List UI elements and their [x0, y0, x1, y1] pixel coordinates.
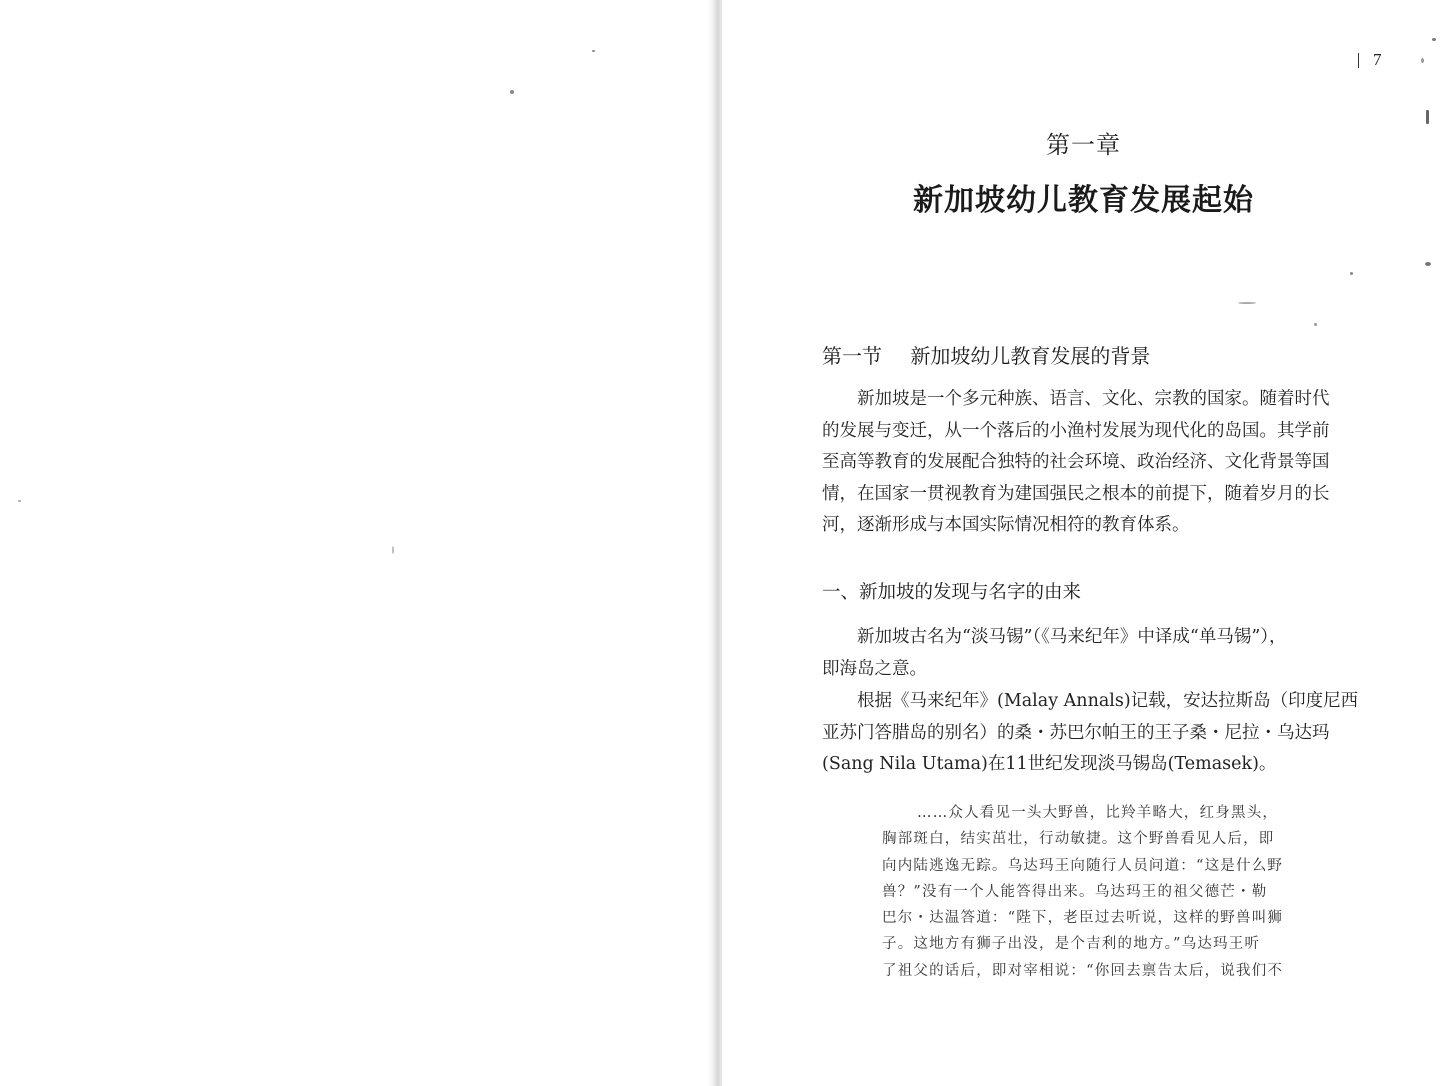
block-quote — [882, 800, 1284, 984]
chapter-label: 第一章 — [1046, 131, 1121, 159]
quote-line: 兽？”没有一个人能答得出来。乌达玛王的祖父德芒・勒 — [882, 883, 1268, 900]
page-number: 7 — [1373, 50, 1382, 69]
scan-speck — [1238, 302, 1256, 304]
text-line: 新加坡是一个多元种族、语言、文化、宗教的国家。随着时代 — [857, 389, 1330, 409]
text-line: 即海岛之意。 — [822, 658, 927, 679]
text-line: 情，在国家一贯视教育为建国强民之根本的前提下，随着岁月的长 — [822, 483, 1330, 504]
scan-speck — [1350, 272, 1353, 275]
scan-speck — [18, 500, 21, 502]
quote-line: 了祖父的话后，即对宰相说：“你回去禀告太后，说我们不 — [882, 962, 1284, 979]
right-page — [722, 0, 1445, 1086]
text-line: (Sang Nila Utama)在11世纪发现淡马锡岛(Temasek)。 — [822, 754, 1277, 774]
scan-speck — [592, 50, 595, 52]
text-line: 新加坡古名为“淡马锡”（《马来纪年》中译成“单马锡”）， — [857, 627, 1287, 647]
subsection-heading: 一、新加坡的发现与名字的由来 — [822, 582, 1082, 603]
page-number-divider — [1358, 53, 1359, 68]
quote-line: 巴尔・达温答道：“陛下，老臣过去听说，这样的野兽叫狮 — [882, 910, 1284, 927]
text-line: 至高等教育的发展配合独特的社会环境、政治经济、文化背景等国 — [822, 452, 1330, 472]
text-line: 根据《马来纪年》(Malay Annals)记载，安达拉斯岛（印度尼西 — [857, 691, 1359, 711]
quote-line: ……众人看见一头大野兽，比羚羊略大，红身黑头， — [917, 805, 1279, 821]
scan-speck — [1426, 110, 1429, 124]
quote-line: 胸部斑白，结实茁壮，行动敏捷。这个野兽看见人后，即 — [882, 831, 1275, 848]
paragraph-malay-annals — [822, 686, 1359, 781]
scan-speck — [510, 90, 514, 94]
paragraph-background — [822, 384, 1344, 542]
text-line: 的发展与变迁，从一个落后的小渔村发展为现代化的岛国。其学前 — [822, 420, 1330, 441]
quote-line: 向内陆逃逸无踪。乌达玛王向随行人员问道：“这是什么野 — [882, 857, 1284, 874]
scan-speck — [1421, 58, 1424, 63]
scan-speck — [1432, 38, 1436, 41]
chapter-title: 新加坡幼儿教育发展起始 — [913, 183, 1254, 218]
book-gutter — [708, 0, 722, 1086]
text-line: 河，逐渐形成与本国实际情况相符的教育体系。 — [822, 515, 1190, 535]
paragraph-ancient-name — [822, 622, 1344, 685]
quote-line: 子。这地方有狮子出没，是个吉利的地方。”乌达玛王听 — [882, 936, 1261, 953]
section-title: 新加坡幼儿教育发展的背景 — [910, 344, 1151, 368]
scan-speck — [392, 546, 394, 554]
text-line: 亚苏门答腊岛的别名）的桑・苏巴尔帕王的王子桑・尼拉・乌达玛 — [822, 722, 1330, 743]
section-heading — [822, 340, 1150, 369]
section-number: 第一节 — [822, 344, 882, 368]
scan-speck — [1314, 323, 1317, 326]
left-page-blank — [0, 0, 718, 1086]
scan-speck — [1425, 262, 1431, 266]
